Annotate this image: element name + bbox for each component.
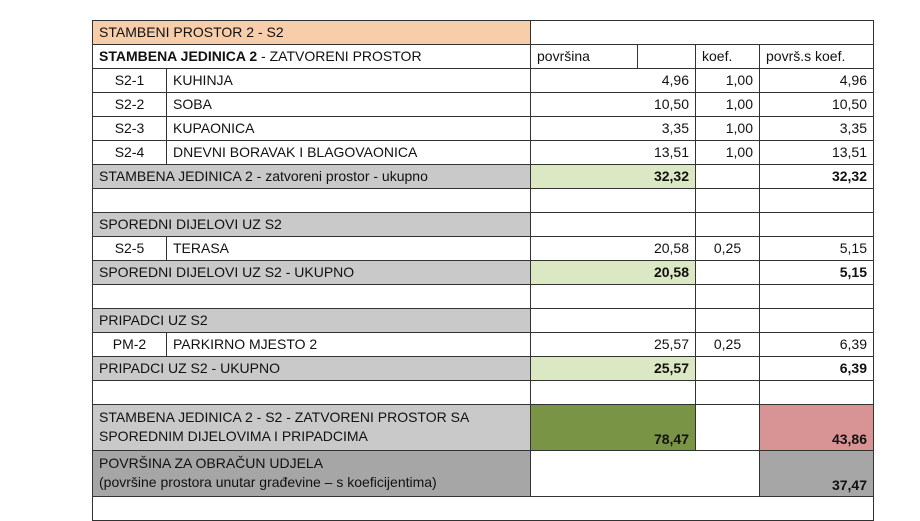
table-row: S2-2 SOBA 10,50 1,00 10,50 — [93, 93, 874, 117]
appurtenances-total-area: 25,57 — [531, 357, 696, 381]
col-area-header: površina — [531, 45, 638, 69]
table-row: S2-3 KUPAONICA 3,35 1,00 3,35 — [93, 117, 874, 141]
share-area-row — [93, 451, 874, 497]
table-row: S2-5 TERASA 20,58 0,25 5,15 — [93, 237, 874, 261]
rooms-total-area: 32,32 — [531, 165, 696, 189]
rooms-total-label: STAMBENA JEDINICA 2 - zatvoreni prostor - ukupno — [93, 165, 531, 189]
spacer-row — [93, 381, 874, 405]
unit-header-rest: - ZATVORENI PROSTOR — [257, 48, 422, 65]
area-calculation-table — [92, 20, 874, 521]
grand-total-area: 78,47 — [531, 405, 696, 451]
unit-header-title — [93, 45, 531, 69]
col-area-coef-header: površ.s koef. — [760, 45, 874, 69]
side-parts-title-row — [93, 213, 874, 237]
share-area-label: POVRŠINA ZA OBRAČUN UDJELA (površine prostora unutar građevine – s koeficijentima) — [93, 451, 531, 497]
side-parts-total-label: SPOREDNI DIJELOVI UZ S2 - UKUPNO — [93, 261, 531, 285]
side-parts-total-area: 20,58 — [531, 261, 696, 285]
table-row: S2-1 KUHINJA 4,96 1,00 4,96 — [93, 69, 874, 93]
side-parts-title: SPOREDNI DIJELOVI UZ S2 — [93, 213, 531, 237]
appurtenances-total-row — [93, 357, 874, 381]
side-parts-total-row — [93, 261, 874, 285]
appurtenances-title: PRIPADCI UZ S2 — [93, 309, 531, 333]
spacer-row — [93, 497, 874, 521]
appurtenances-total-label: PRIPADCI UZ S2 - UKUPNO — [93, 357, 531, 381]
share-area-value: 37,47 — [760, 451, 874, 497]
spacer-row — [93, 285, 874, 309]
table-row: PM-2 PARKIRNO MJESTO 2 25,57 0,25 6,39 — [93, 333, 874, 357]
grand-total-area-coef: 43,86 — [760, 405, 874, 451]
section-title-row — [93, 21, 874, 45]
section-title: STAMBENI PROSTOR 2 - S2 — [93, 21, 531, 45]
unit-header-row — [93, 45, 874, 69]
appurtenances-title-row — [93, 309, 874, 333]
col-coef-header: koef. — [696, 45, 760, 69]
grand-total-label: STAMBENA JEDINICA 2 - S2 - ZATVORENI PROSTOR SA SPOREDNIM DIJELOVIMA I PRIPADCIMA — [93, 405, 531, 451]
side-parts-total-area-coef: 5,15 — [760, 261, 874, 285]
table-row: S2-4 DNEVNI BORAVAK I BLAGOVAONICA 13,51 1,00 13,51 — [93, 141, 874, 165]
grand-total-row — [93, 405, 874, 451]
rooms-total-area-coef: 32,32 — [760, 165, 874, 189]
unit-header-bold: STAMBENA JEDINICA 2 — [99, 48, 258, 65]
spacer-row — [93, 189, 874, 213]
appurtenances-total-area-coef: 6,39 — [760, 357, 874, 381]
rooms-total-row — [93, 165, 874, 189]
